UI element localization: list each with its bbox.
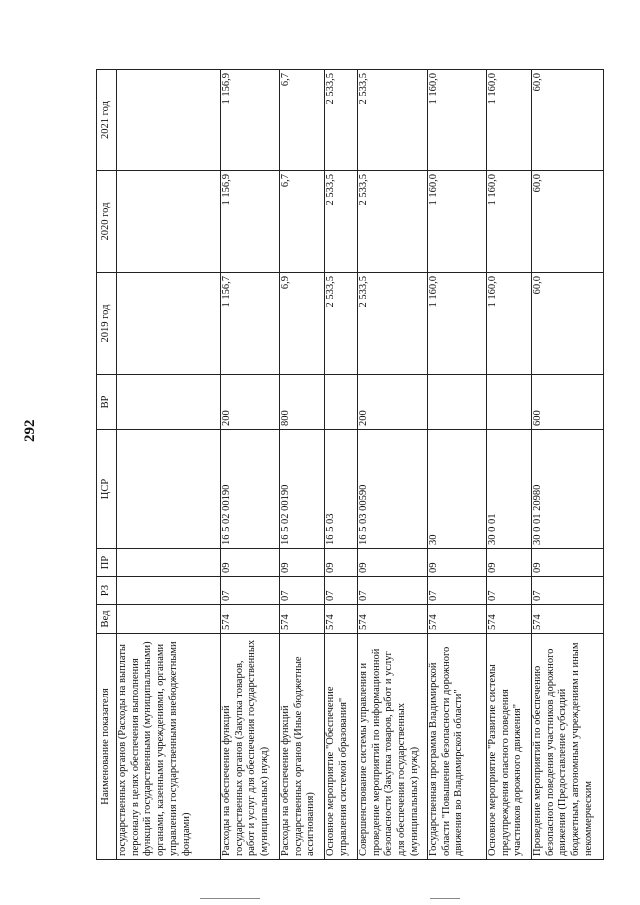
row-csr: 30 [427,430,486,549]
row-2020: 6,7 [279,171,324,273]
row-2019: 60,0 [531,273,603,375]
row-ved [116,605,220,634]
row-vr [427,375,486,430]
header-rz: РЗ [97,577,117,605]
table-header-row [97,70,117,860]
row-2020: 60,0 [531,171,603,273]
table-row [279,70,324,860]
row-2020: 2 533,5 [324,171,357,273]
row-2019: 1 160,0 [486,273,531,375]
row-pr: 09 [486,549,531,577]
row-2021: 6,7 [279,70,324,171]
header-vr: ВР [97,375,117,430]
header-ved: Вед [97,605,117,634]
row-rz [116,577,220,605]
row-ved: 574 [220,605,279,634]
header-2020: 2020 год [97,171,117,273]
row-2021: 2 533,5 [324,70,357,171]
header-name: Наименование показателя [97,634,117,860]
row-2019: 1 156,7 [220,273,279,375]
row-2020 [116,171,220,273]
row-2021: 60,0 [531,70,603,171]
row-csr: 16 5 02 00190 [279,430,324,549]
row-2021 [116,70,220,171]
row-ved: 574 [279,605,324,634]
row-csr: 16 5 03 [324,430,357,549]
row-pr: 09 [220,549,279,577]
row-2020: 1 160,0 [427,171,486,273]
row-rz: 07 [427,577,486,605]
budget-table [96,69,604,860]
row-2021: 1 160,0 [486,70,531,171]
row-2019: 6,9 [279,273,324,375]
row-vr: 800 [279,375,324,430]
row-name: государственных органов (Расходы на выплаты персоналу в целях обеспечения выполнения функций государственными (муниципальными) органами, казенными учреждениями, органами управления государственными внебюджетными фондами) [116,634,220,860]
row-2021: 1 156,9 [220,70,279,171]
table-row [531,70,603,860]
row-2020: 2 533,5 [357,171,427,273]
row-rz: 07 [324,577,357,605]
row-vr: 200 [220,375,279,430]
scan-artifact-line [200,898,260,899]
row-vr [486,375,531,430]
scan-artifact-line [430,898,460,899]
row-pr: 09 [427,549,486,577]
row-csr [116,430,220,549]
row-ved: 574 [531,605,603,634]
table-row [427,70,486,860]
table-row [324,70,357,860]
row-2020: 1 156,9 [220,171,279,273]
row-2020: 1 160,0 [486,171,531,273]
row-2021: 2 533,5 [357,70,427,171]
row-vr [116,375,220,430]
row-pr: 09 [324,549,357,577]
row-rz: 07 [357,577,427,605]
row-name: Основное мероприятие "Развитие системы предупреждения опасного поведения участников дорожного движения" [486,634,531,860]
row-name: Государственная программа Владимирской области "Повышение безопасности дорожного движения во Владимирской области" [427,634,486,860]
table-row [357,70,427,860]
row-rz: 07 [486,577,531,605]
row-csr: 30 0 01 [486,430,531,549]
table-row [220,70,279,860]
row-pr: 09 [531,549,603,577]
row-name: Основное мероприятие "Обеспечение управления системой образования" [324,634,357,860]
row-csr: 16 5 02 00190 [220,430,279,549]
table-row [486,70,531,860]
row-ved: 574 [324,605,357,634]
row-ved: 574 [486,605,531,634]
row-pr: 09 [279,549,324,577]
table-row [116,70,220,860]
row-name: Расходы на обеспечение функций государственных органов (Иные бюджетные ассигнования) [279,634,324,860]
header-2019: 2019 год [97,273,117,375]
row-2019: 2 533,5 [324,273,357,375]
row-name: Проведение мероприятий по обеспечению безопасного поведения участников дорожного движения (Предоставление субсидий бюджетным, автономным учреждениям и иным некоммерческим [531,634,603,860]
row-name: Расходы на обеспечение функций государственных органов (Закупка товаров, работ и услуг для обеспечения государственных (муниципальных) нужд) [220,634,279,860]
row-csr: 30 0 01 20980 [531,430,603,549]
row-pr: 09 [357,549,427,577]
row-2019: 2 533,5 [357,273,427,375]
page-number: 292 [22,419,38,442]
row-csr: 16 5 03 00590 [357,430,427,549]
row-rz: 07 [531,577,603,605]
row-rz: 07 [220,577,279,605]
row-pr [116,549,220,577]
rotated-table-container [96,70,596,860]
row-name: Совершенствование системы управления и проведение мероприятий по информационной безопасности (Закупка товаров, работ и услуг для обеспечения государственных (муниципальных) нужд) [357,634,427,860]
row-ved: 574 [427,605,486,634]
header-pr: ПР [97,549,117,577]
header-csr: ЦСР [97,430,117,549]
row-vr [324,375,357,430]
row-vr: 600 [531,375,603,430]
row-ved: 574 [357,605,427,634]
row-2019 [116,273,220,375]
row-2019: 1 160,0 [427,273,486,375]
row-rz: 07 [279,577,324,605]
row-vr: 200 [357,375,427,430]
header-2021: 2021 год [97,70,117,171]
row-2021: 1 160,0 [427,70,486,171]
